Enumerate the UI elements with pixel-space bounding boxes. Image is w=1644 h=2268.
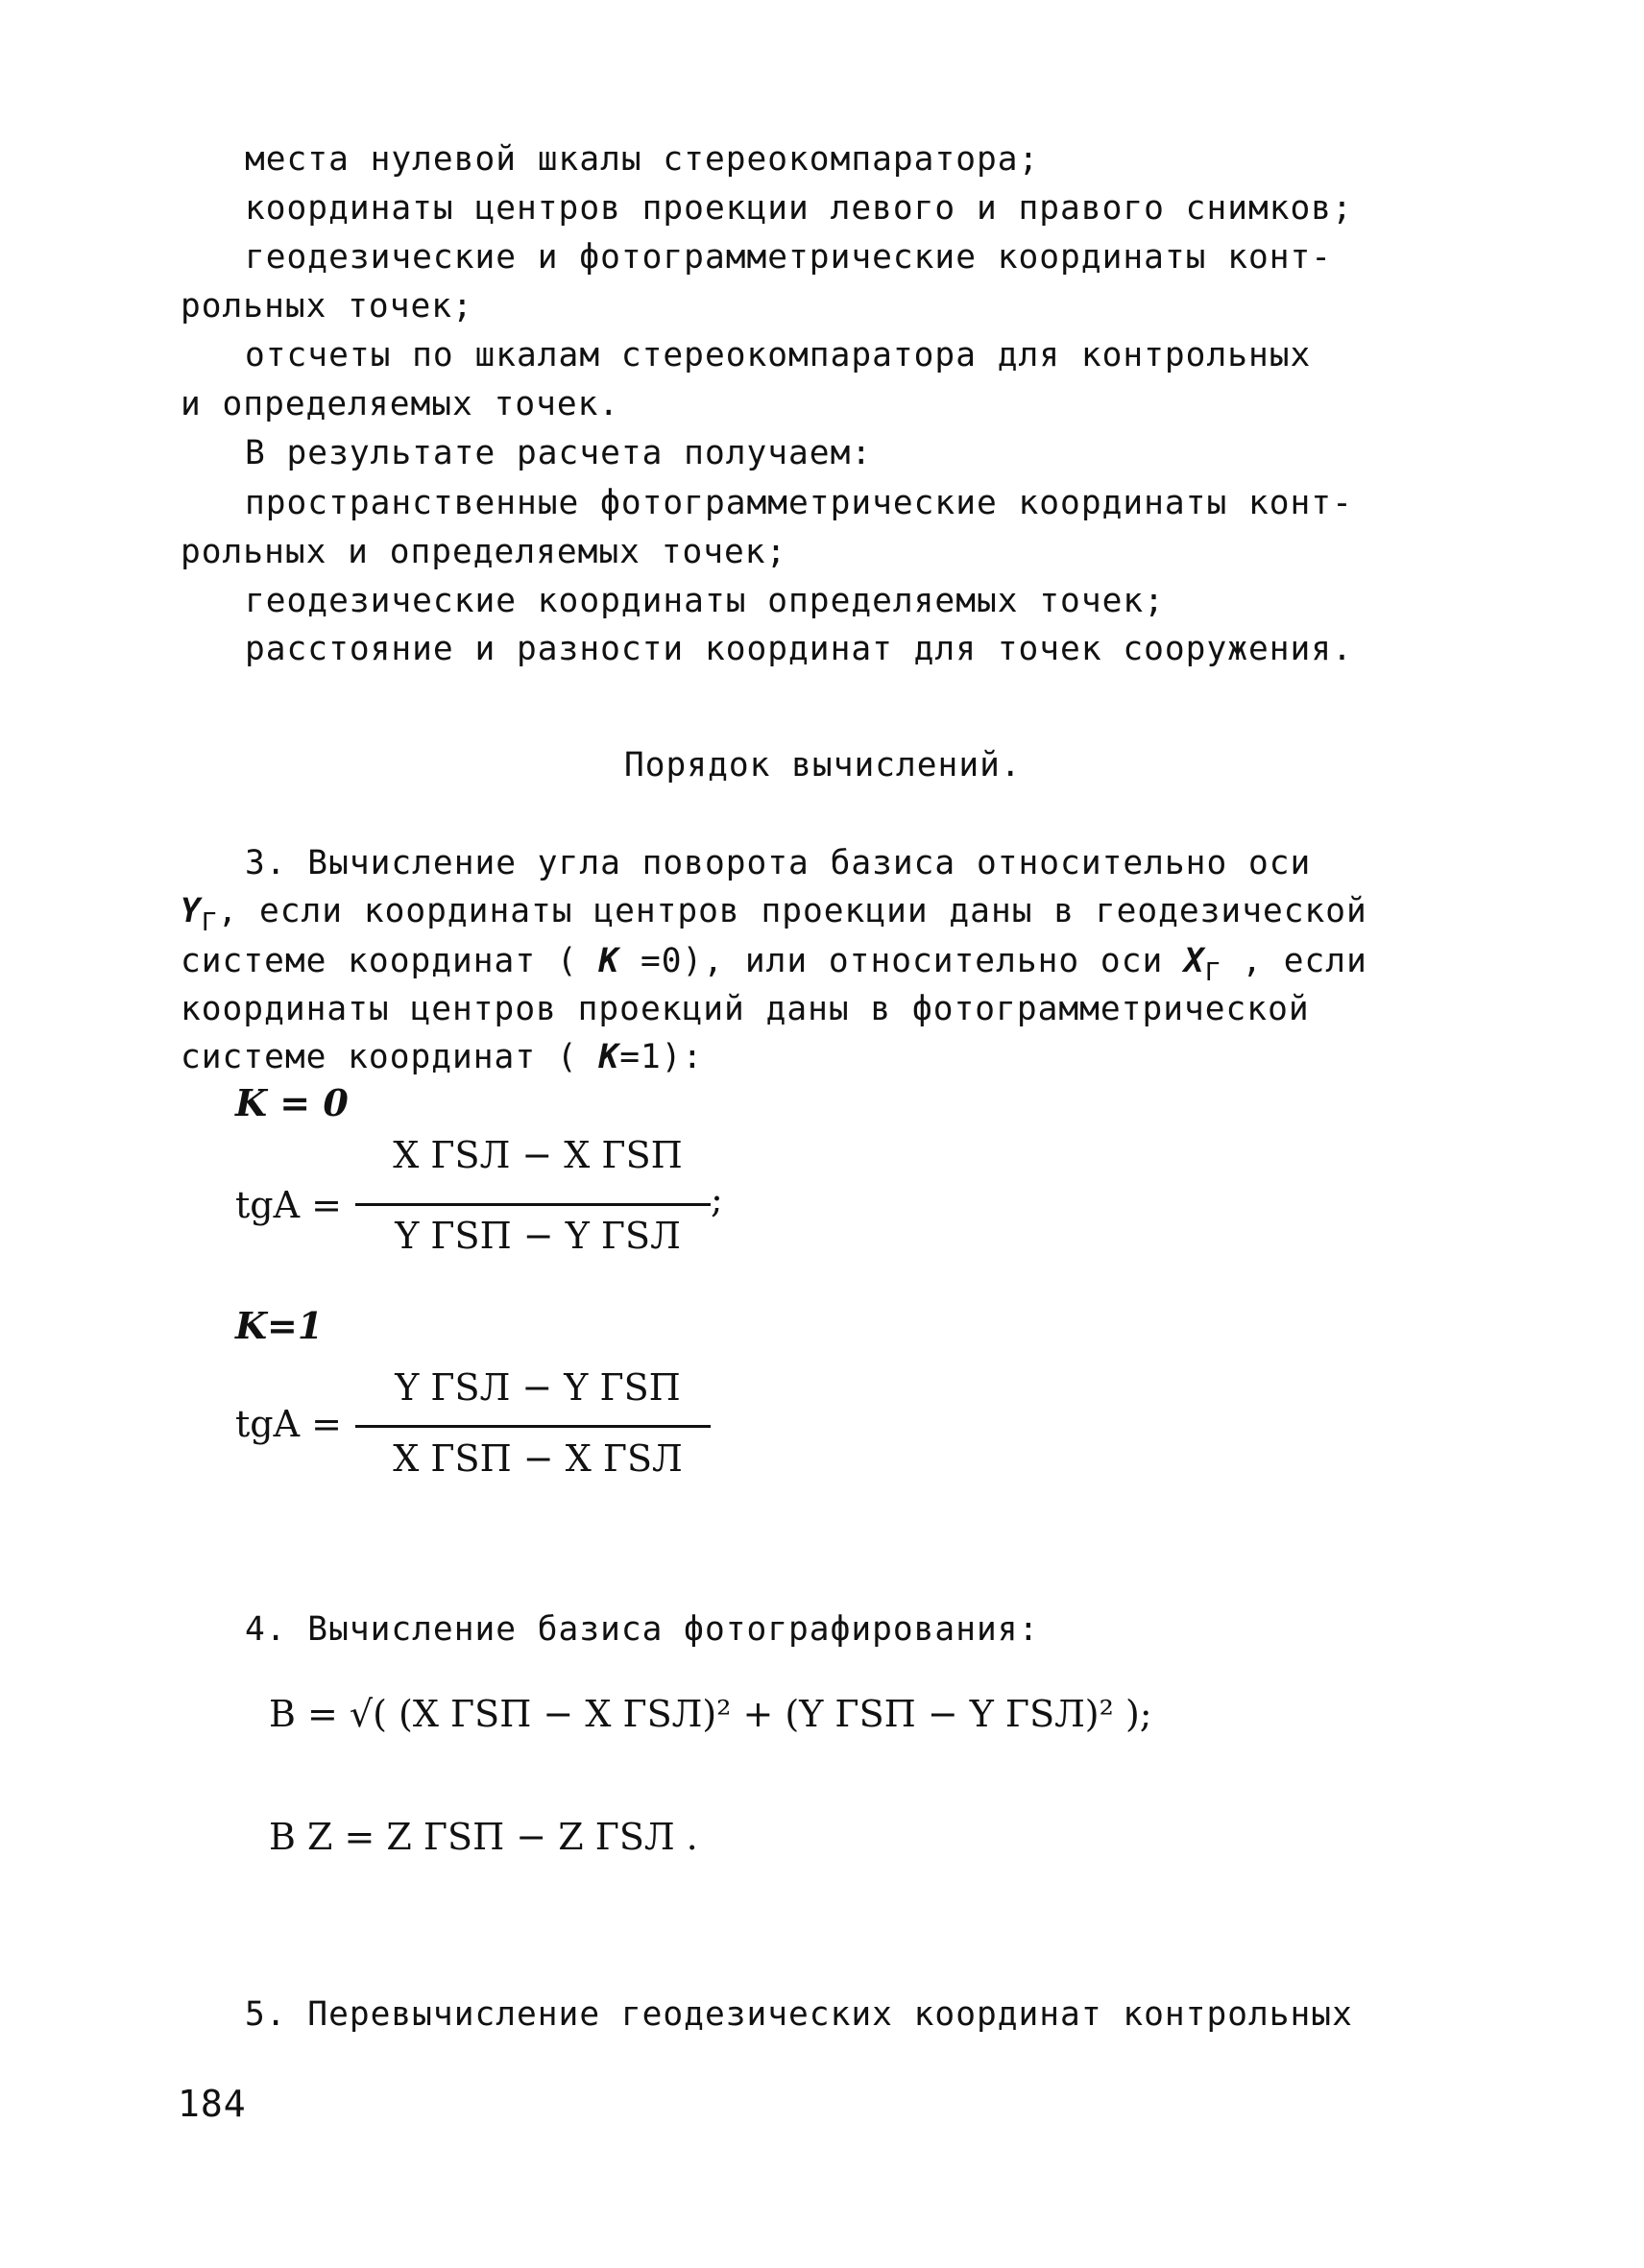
variable-k: K bbox=[598, 1038, 620, 1076]
body-line: В результате расчета получаем: bbox=[245, 434, 873, 472]
condition-k1: K=1 bbox=[235, 1304, 324, 1347]
body-line: геодезические координаты определяемых точек; bbox=[245, 582, 1165, 620]
variable-k: K bbox=[598, 942, 620, 980]
formula-k0-denominator: Y ГSП − Y ГSЛ bbox=[395, 1215, 681, 1257]
body-line: пространственные фотограмметрические координаты конт- bbox=[245, 484, 1353, 522]
variable-x: X bbox=[1184, 942, 1205, 980]
body-line: и определяемых точек. bbox=[181, 385, 620, 423]
section-heading: Порядок вычислений. bbox=[624, 746, 1022, 784]
body-line: рольных и определяемых точек; bbox=[181, 533, 787, 571]
item5-heading: 5. Перевычисление геодезических координат контрольных bbox=[245, 1995, 1353, 2034]
text-run: =1): bbox=[619, 1038, 704, 1076]
item4-heading: 4. Вычисление базиса фотографирования: bbox=[245, 1610, 1040, 1649]
fraction-bar bbox=[355, 1203, 711, 1206]
formula-basis-z: B Z = Z ГSП − Z ГSЛ . bbox=[269, 1816, 698, 1858]
item3-line5 bbox=[181, 1037, 703, 1077]
item3-line3 bbox=[181, 941, 1367, 993]
item3-line4: координаты центров проекций даны в фотограмметрической bbox=[181, 990, 1310, 1028]
page-number: 184 bbox=[178, 2083, 247, 2125]
formula-k0-terminator: ; bbox=[711, 1178, 723, 1220]
body-line: геодезические и фотограмметрические координаты конт- bbox=[245, 238, 1333, 277]
formula-k1-denominator: X ГSП − X ГSЛ bbox=[393, 1437, 683, 1480]
fraction-bar bbox=[355, 1425, 711, 1428]
variable-y: Y bbox=[181, 892, 202, 930]
body-line: расстояние и разности координат для точек сооружения. bbox=[245, 630, 1353, 668]
formula-k0-numerator: X ГSЛ − X ГSП bbox=[393, 1134, 683, 1176]
text-run: =0), или относительно оси bbox=[619, 942, 1185, 980]
formula-k1-lhs: tgA = bbox=[235, 1403, 342, 1445]
item3-line2 bbox=[181, 891, 1367, 943]
formula-basis: B = √( (X ГSП − X ГSЛ)² + (Y ГSП − Y ГSЛ)² ); bbox=[269, 1693, 1152, 1735]
body-line: координаты центров проекции левого и правого снимков; bbox=[245, 189, 1353, 228]
condition-k0: K = 0 bbox=[235, 1081, 349, 1124]
subscript: Г bbox=[1204, 958, 1221, 987]
formula-k0-lhs: tgA = bbox=[235, 1184, 342, 1226]
body-line: места нулевой шкалы стереокомпаратора; bbox=[245, 140, 1040, 179]
text-run: системе координат ( bbox=[181, 1038, 599, 1076]
text-run: , если bbox=[1221, 942, 1367, 980]
subscript: Г bbox=[201, 908, 218, 937]
body-line: рольных точек; bbox=[181, 287, 473, 326]
text-run: , если координаты центров проекции даны в геодезической bbox=[217, 892, 1367, 930]
item3-line1: 3. Вычисление угла поворота базиса относительно оси bbox=[245, 844, 1312, 882]
body-line: отсчеты по шкалам стереокомпаратора для контрольных bbox=[245, 336, 1312, 374]
formula-k1-numerator: Y ГSЛ − Y ГSП bbox=[395, 1366, 681, 1409]
text-run: системе координат ( bbox=[181, 942, 599, 980]
